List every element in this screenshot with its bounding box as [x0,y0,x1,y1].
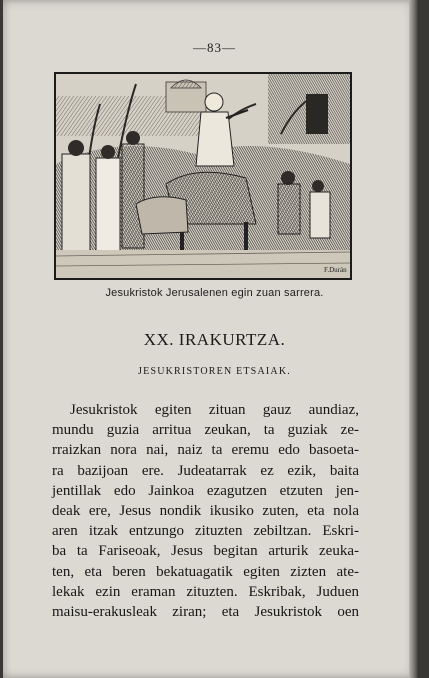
engraving-image [56,74,350,278]
body-line: Jesukristok egiten zituan gauz aundiaz, [70,402,359,418]
body-line: rraizkan nora nai, naiz ta eremu edo basoeta- [52,442,359,459]
engraving-illustration [54,72,352,280]
body-line: ten, eta beren bekatuagatik egiten zizten ate- [52,563,359,580]
body-line: deak ere, Jesus nondik ikusiko zuten, eta nola [52,502,359,519]
body-line: ba ta Fariseoak, Jesus begitan arturik zeuka- [52,543,359,560]
body-line: jentillak edo Jainkoa ezagutzen etzuten jen- [52,482,359,499]
body-paragraph [52,400,359,622]
body-line: mundu guzia arritua zeukan, ta guziak ze- [52,422,359,439]
illustration-caption: Jesukristok Jerusalenen egin zuan sarrera. [105,287,324,299]
body-line: maisu-erakusleak ziran; eta Jesukristok oen [52,603,359,620]
chapter-title: XX. IRAKURTZA. [143,330,286,349]
body-line: lekak ezin eraman zituzten. Eskribak, Juduen [52,583,359,600]
body-line: ra bazijoan ere. Judeatarrak ez ezik, baita [52,462,359,479]
body-line: aren itzak entzungo zituzten zebiltzan. Eskri- [52,523,359,540]
engraver-signature: F.Durán [324,266,347,274]
page-number: —83— [193,40,236,55]
section-title: JESUKRISTOREN ETSAIAK. [138,366,291,377]
